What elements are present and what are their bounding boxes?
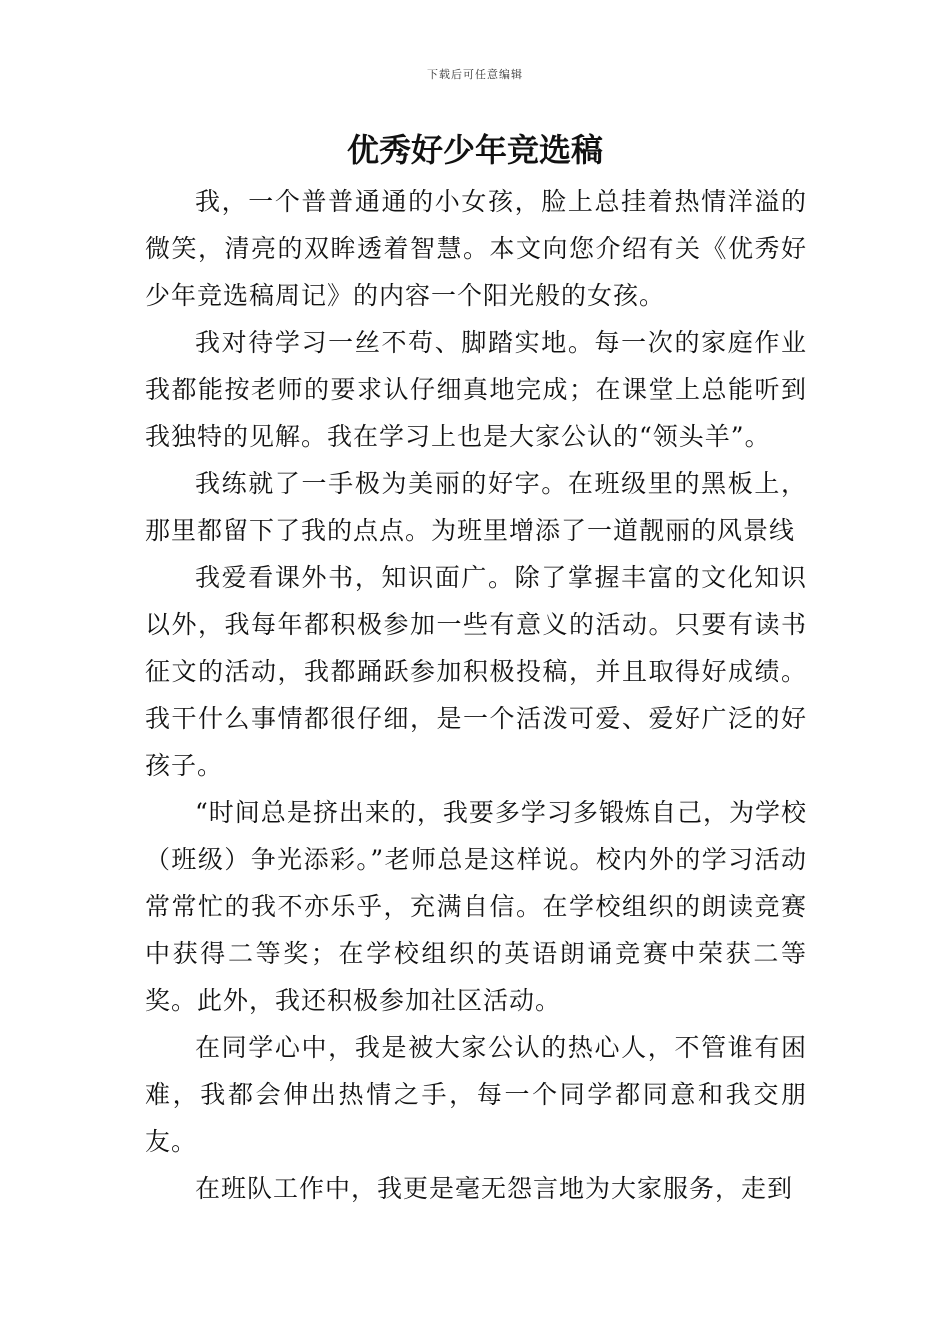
header-note: 下载后可任意编辑 [427, 68, 523, 81]
document-body [145, 178, 807, 1212]
paragraph: 我对待学习一丝不苟、脚踏实地。每一次的家庭作业我都能按老师的要求认仔细真地完成；在课堂上总能听到我独特的见解。我在学习上也是大家公认的“领头羊”。 [145, 328, 807, 451]
document-title: 优秀好少年竞选稿 [346, 131, 603, 169]
paragraph: 在同学心中，我是被大家公认的热心人，不管谁有困难，我都会伸出热情之手，每一个同学都同意和我交朋友。 [145, 1033, 807, 1156]
paragraph: 在班队工作中，我更是毫无怨言地为大家服务，走到 [195, 1174, 794, 1203]
paragraph: 我，一个普普通通的小女孩，脸上总挂着热情洋溢的微笑，清亮的双眸透着智慧。本文向您介绍有关《优秀好少年竞选稿周记》的内容一个阳光般的女孩。 [145, 187, 807, 310]
paragraph: 我练就了一手极为美丽的好字。在班级里的黑板上，那里都留下了我的点点。为班里增添了一道靓丽的风景线 [145, 469, 807, 545]
paragraph: “时间总是挤出来的，我要多学习多锻炼自己，为学校（班级）争光添彩。”老师总是这样说。校内外的学习活动常常忙的我不亦乐乎，充满自信。在学校组织的朗读竞赛中获得二等奖；在学校组织的英语朗诵竞赛中荣获二等奖。此外，我还积极参加社区活动。 [145, 798, 807, 1015]
paragraph: 我爱看课外书，知识面广。除了掌握丰富的文化知识以外，我每年都积极参加一些有意义的活动。只要有读书征文的活动，我都踊跃参加积极投稿，并且取得好成绩。我干什么事情都很仔细，是一个活泼可爱、爱好广泛的好孩子。 [145, 563, 807, 780]
